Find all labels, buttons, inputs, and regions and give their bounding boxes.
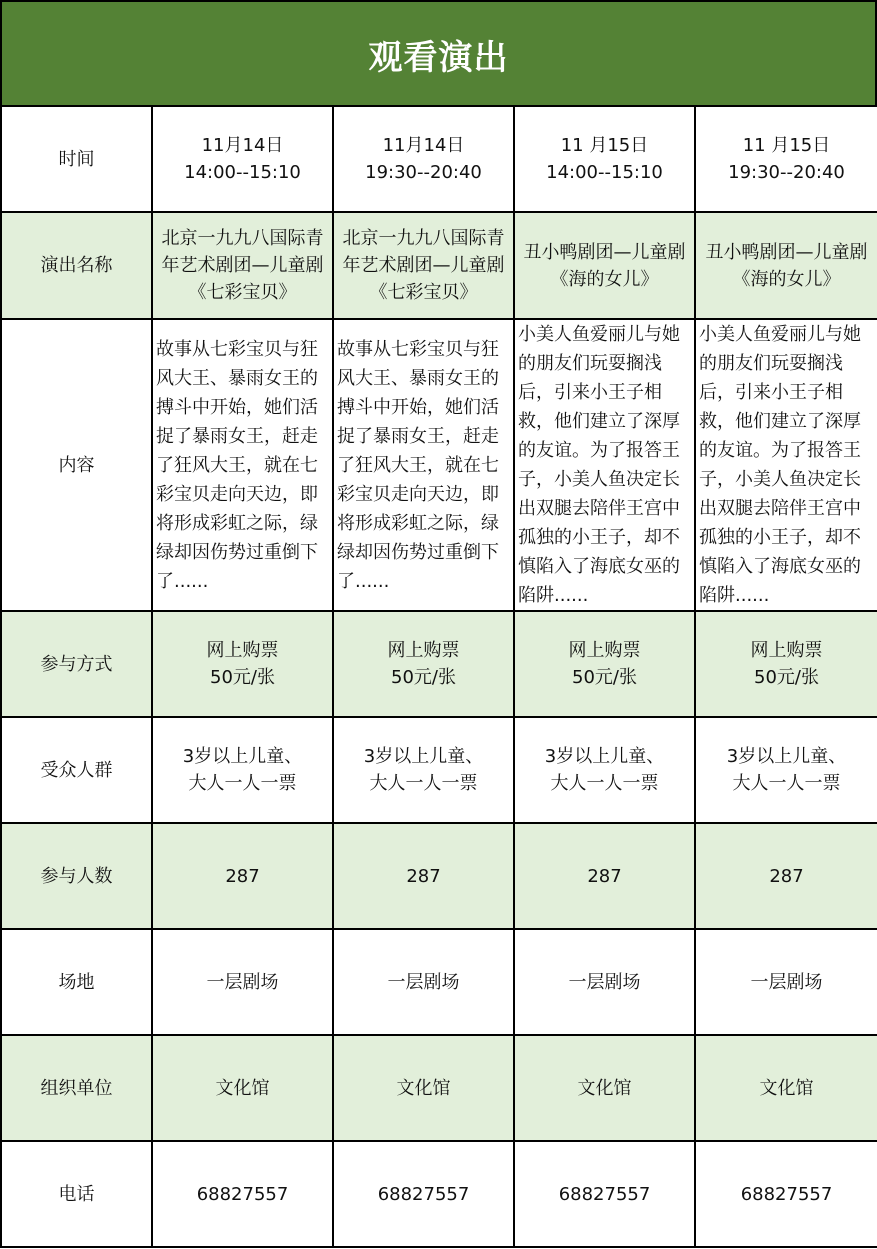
cell-organizer: 文化馆 — [695, 1035, 877, 1141]
row-label-time: 时间 — [1, 106, 152, 212]
cell-content — [695, 319, 877, 611]
cell-line: 陷阱...... — [699, 585, 770, 606]
row-label-content: 内容 — [1, 319, 152, 611]
cell-line: 风大王、暴雨女王的 — [337, 367, 499, 389]
cell-line: 11 月15日 — [742, 135, 831, 156]
cell-line: 50元/张 — [391, 667, 456, 688]
cell-line: 19:30--20:40 — [728, 162, 845, 183]
cell-content — [152, 319, 333, 611]
row-content — [1, 319, 877, 611]
cell-count: 287 — [695, 823, 877, 929]
cell-line: 50元/张 — [572, 667, 637, 688]
event-table — [0, 105, 877, 1248]
cell-line: 子，小美人鱼决定长 — [699, 469, 861, 490]
cell-line: 了狂风大王，就在七 — [337, 454, 499, 476]
cell-line: 11 月15日 — [560, 135, 649, 156]
row-label-audience: 受众人群 — [1, 717, 152, 823]
cell-line: 的朋友们玩耍搁浅 — [518, 353, 662, 374]
cell-line: 救，他们建立了深厚 — [699, 411, 861, 432]
cell-content — [514, 319, 695, 611]
cell-line: 的朋友们玩耍搁浅 — [699, 353, 843, 374]
cell-line: 3岁以上儿童、 — [726, 746, 847, 767]
cell-line: 《七彩宝贝》 — [188, 282, 297, 303]
cell-line: 北京一九九八国际青 — [161, 228, 324, 249]
cell-line: 捉了暴雨女王，赶走 — [337, 425, 499, 447]
cell-line: 救，他们建立了深厚 — [518, 411, 680, 432]
row-label-name: 演出名称 — [1, 212, 152, 319]
cell-line: 孤独的小王子，却不 — [699, 527, 861, 548]
cell-line: 将形成彩虹之际，绿 — [337, 512, 499, 534]
cell-line: 14:00--15:10 — [184, 162, 301, 183]
cell-phone: 68827557 — [695, 1141, 877, 1247]
cell-line: 孤独的小王子，却不 — [518, 527, 680, 548]
cell-line: 50元/张 — [210, 667, 275, 688]
cell-line: 14:00--15:10 — [546, 162, 663, 183]
cell-line: 网上购票 — [206, 640, 279, 661]
title-bar — [0, 0, 877, 107]
cell-venue: 一层剧场 — [695, 929, 877, 1035]
row-label-count: 参与人数 — [1, 823, 152, 929]
cell-method — [333, 611, 514, 717]
row-label-method: 参与方式 — [1, 611, 152, 717]
cell-line: 了...... — [156, 570, 209, 592]
cell-line: 风大王、暴雨女王的 — [156, 367, 318, 389]
cell-line: 搏斗中开始，她们活 — [337, 396, 499, 418]
cell-line: 后，引来小王子相 — [518, 382, 662, 403]
cell-venue: 一层剧场 — [333, 929, 514, 1035]
cell-line: 了狂风大王，就在七 — [156, 454, 318, 476]
cell-line: 大人一人一票 — [550, 773, 659, 794]
cell-organizer: 文化馆 — [333, 1035, 514, 1141]
cell-line: 的友谊。为了报答王 — [699, 440, 861, 461]
row-count — [1, 823, 877, 929]
cell-venue: 一层剧场 — [152, 929, 333, 1035]
cell-line: 大人一人一票 — [369, 773, 478, 794]
cell-audience — [695, 717, 877, 823]
cell-line: 绿却因伤势过重倒下 — [156, 541, 318, 563]
cell-line: 陷阱...... — [518, 585, 589, 606]
cell-organizer: 文化馆 — [514, 1035, 695, 1141]
cell-name — [514, 212, 695, 319]
row-time — [1, 106, 877, 212]
row-label-phone: 电话 — [1, 1141, 152, 1247]
cell-method — [695, 611, 877, 717]
cell-line: 3岁以上儿童、 — [363, 746, 484, 767]
cell-method — [514, 611, 695, 717]
row-phone — [1, 1141, 877, 1247]
cell-line: 小美人鱼爱丽儿与她 — [699, 324, 861, 345]
cell-line: 《海的女儿》 — [550, 268, 659, 290]
row-name — [1, 212, 877, 319]
cell-line: 丑小鸭剧团—儿童剧 — [705, 241, 868, 263]
cell-time — [514, 106, 695, 212]
cell-name — [152, 212, 333, 319]
cell-line: 小美人鱼爱丽儿与她 — [518, 324, 680, 345]
cell-line: 年艺术剧团—儿童剧 — [161, 255, 324, 276]
cell-line: 《海的女儿》 — [732, 268, 841, 290]
row-organizer — [1, 1035, 877, 1141]
row-audience — [1, 717, 877, 823]
cell-time — [333, 106, 514, 212]
row-venue — [1, 929, 877, 1035]
cell-line: 将形成彩虹之际，绿 — [156, 512, 318, 534]
cell-line: 网上购票 — [750, 640, 823, 661]
cell-phone: 68827557 — [152, 1141, 333, 1247]
cell-count: 287 — [152, 823, 333, 929]
cell-line: 网上购票 — [387, 640, 460, 661]
row-method — [1, 611, 877, 717]
cell-time — [695, 106, 877, 212]
row-label-organizer: 组织单位 — [1, 1035, 152, 1141]
cell-line: 年艺术剧团—儿童剧 — [342, 255, 505, 276]
cell-line: 11月14日 — [201, 135, 284, 156]
cell-line: 捉了暴雨女王，赶走 — [156, 425, 318, 447]
cell-content — [333, 319, 514, 611]
cell-line: 19:30--20:40 — [365, 162, 482, 183]
cell-line: 故事从七彩宝贝与狂 — [156, 338, 318, 360]
cell-phone: 68827557 — [514, 1141, 695, 1247]
cell-name — [695, 212, 877, 319]
cell-count: 287 — [333, 823, 514, 929]
cell-line: 《七彩宝贝》 — [369, 282, 478, 303]
cell-audience — [514, 717, 695, 823]
page-title: 观看演出 — [368, 38, 509, 78]
cell-audience — [152, 717, 333, 823]
cell-line: 故事从七彩宝贝与狂 — [337, 338, 499, 360]
cell-audience — [333, 717, 514, 823]
cell-line: 丑小鸭剧团—儿童剧 — [523, 241, 686, 263]
cell-line: 搏斗中开始，她们活 — [156, 396, 318, 418]
cell-line: 大人一人一票 — [732, 773, 841, 794]
cell-line: 慎陷入了海底女巫的 — [518, 556, 680, 577]
cell-line: 出双腿去陪伴王宫中 — [518, 498, 680, 519]
cell-count: 287 — [514, 823, 695, 929]
cell-line: 出双腿去陪伴王宫中 — [699, 498, 861, 519]
cell-organizer: 文化馆 — [152, 1035, 333, 1141]
cell-line: 慎陷入了海底女巫的 — [699, 556, 861, 577]
cell-line: 11月14日 — [382, 135, 465, 156]
cell-time — [152, 106, 333, 212]
cell-phone: 68827557 — [333, 1141, 514, 1247]
cell-line: 子，小美人鱼决定长 — [518, 469, 680, 490]
cell-line: 3岁以上儿童、 — [182, 746, 303, 767]
cell-line: 大人一人一票 — [188, 773, 297, 794]
cell-line: 网上购票 — [568, 640, 641, 661]
cell-line: 了...... — [337, 570, 390, 592]
cell-line: 50元/张 — [754, 667, 819, 688]
cell-line: 彩宝贝走向天边，即 — [337, 483, 499, 505]
cell-venue: 一层剧场 — [514, 929, 695, 1035]
cell-line: 绿却因伤势过重倒下 — [337, 541, 499, 563]
cell-line: 彩宝贝走向天边，即 — [156, 483, 318, 505]
row-label-venue: 场地 — [1, 929, 152, 1035]
cell-method — [152, 611, 333, 717]
cell-line: 北京一九九八国际青 — [342, 228, 505, 249]
cell-line: 3岁以上儿童、 — [544, 746, 665, 767]
cell-line: 后，引来小王子相 — [699, 382, 843, 403]
cell-line: 的友谊。为了报答王 — [518, 440, 680, 461]
cell-name — [333, 212, 514, 319]
